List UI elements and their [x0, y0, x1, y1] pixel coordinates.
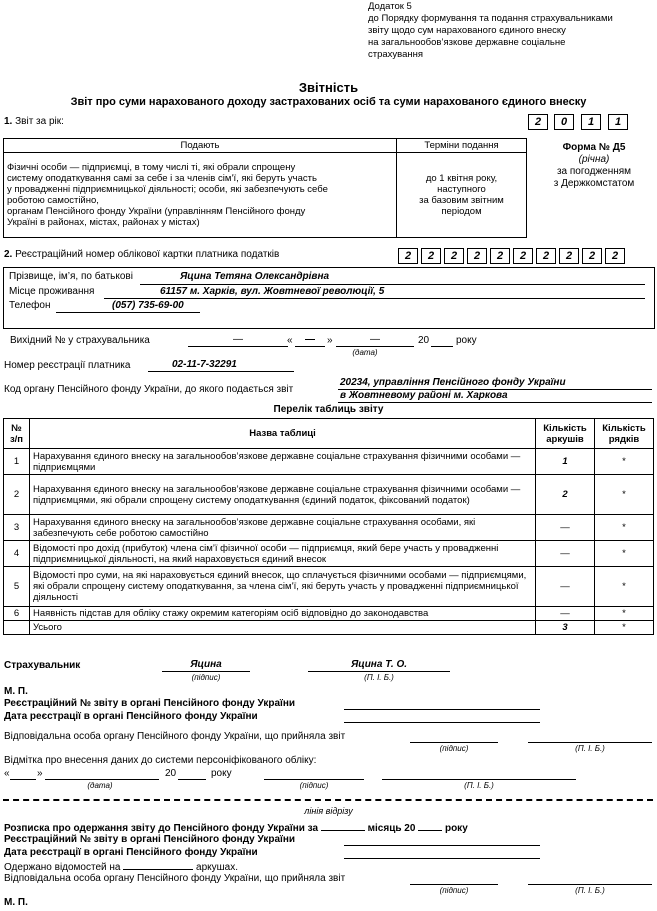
receipt-reg-num-line [344, 845, 540, 846]
outgoing-label: Вихідний № у страхувальника [10, 335, 150, 346]
insurer-signature: Яцина [190, 659, 222, 670]
mark-sign-line [264, 779, 364, 780]
insurer-name-caption: (П. І. Б.) [364, 673, 394, 682]
person-address: 61157 м. Харків, вул. Жовтневої революції, 5 [160, 286, 385, 297]
phone-line [56, 312, 200, 313]
official-sign-caption: (підпис) [439, 744, 469, 753]
cut-line [3, 799, 653, 801]
header-num: № з/п [4, 419, 30, 449]
tax-id-digit: 2 [490, 248, 510, 264]
insurer-signature-line [162, 671, 250, 672]
insurer-name-line [308, 671, 450, 672]
mark-sign-caption: (підпис) [299, 781, 329, 790]
official-sign-line [410, 742, 498, 743]
outgoing-number-line [188, 346, 288, 347]
page-title: Звітність [298, 80, 359, 95]
registration-value: 02-11-7-32291 [172, 359, 237, 370]
table-row: 5 Відомості про суми, на які нараховується єдиний внесок, що сплачується фізичними особами — підприємцями, які обрали спрощену систему оподаткування, за члена сім’ї, які беруть участь у провадженні підприємницької діяльності — * [4, 567, 654, 607]
official-label: Відповідальна особа органу Пенсійного фонду України, що прийняла звіт [4, 731, 346, 742]
reg-date-line [344, 722, 540, 723]
year-digit: 1 [608, 114, 628, 130]
addendum [368, 1, 613, 61]
outgoing-year-prefix: 20 [418, 335, 430, 346]
table-row: 3 Нарахування єдиного внеску на загальнообов’язкове державне соціальне страхування особами, які забезпечують себе роботою самостійно — * [4, 515, 654, 541]
insurer-label: Страхувальник [4, 660, 81, 671]
tax-id-digit: 2 [421, 248, 441, 264]
header-name: Назва таблиці [30, 419, 536, 449]
header-sheets: Кількість аркушів [536, 419, 595, 449]
tables-list-title: Перелік таблиць звіту [273, 404, 384, 415]
mark-year-suffix: року [211, 768, 232, 779]
receipt-sheets-line [123, 860, 193, 870]
addendum-line: на загальнообов’язкове державне соціальне [368, 37, 566, 48]
address-line [104, 298, 645, 299]
mark-name-line [382, 779, 576, 780]
table-row: 6 Наявність підстав для обліку стажу окремим категоріям осіб відповідно до законодавства — * [4, 607, 654, 621]
receipt-reg-date-label: Дата реєстрації в органі Пенсійного фонду України [4, 847, 258, 858]
year-digit: 0 [554, 114, 574, 130]
phone-label: Телефон [9, 300, 51, 311]
addendum-line: до Порядку формування та подання страхувальниками [368, 13, 613, 24]
tax-id-digit: 2 [467, 248, 487, 264]
submit-col-header: Терміни подання [397, 139, 527, 153]
table-row: 2 Нарахування єдиного внеску на загальнообов’язкове державне соціальне страхування фізичними особами — підприємцями, які обрали спрощену систему оподаткування (єдиний податок, фіксований податок) 2 * [4, 475, 654, 515]
section2-label: 2. Реєстраційний номер облікової картки платника податків [4, 249, 280, 260]
official-name-caption: (П. І. Б.) [575, 744, 605, 753]
year-digit: 1 [581, 114, 601, 130]
mark-open-quote: « [4, 768, 10, 779]
date-open-quote: « [287, 335, 293, 346]
submit-term: до 1 квітня року, наступного за базовим звітним періодом [397, 153, 527, 238]
receipt-received: Одержано відомостей на аркушах. [4, 862, 239, 873]
outgoing-number: — [233, 334, 243, 345]
receipt-title: Розписка про одержання звіту до Пенсійного фонду України за місяць 20 року [4, 823, 468, 834]
mark-year-prefix: 20 [165, 768, 177, 779]
outgoing-month-line [336, 346, 414, 347]
receipt-month-line [321, 821, 365, 831]
outgoing-year-suffix: року [456, 335, 477, 346]
registration-label: Номер реєстрації платника [4, 360, 131, 371]
reg-num-label: Реєстраційний № звіту в органі Пенсійного фонду України [4, 698, 296, 709]
pension-fund-line1: 20234, управління Пенсійного фонду України [340, 377, 566, 388]
insurer-name: Яцина Т. О. [350, 659, 408, 670]
name-line [140, 284, 645, 285]
receipt-year-line [418, 821, 442, 831]
registration-line [148, 371, 294, 372]
person-name: Яцина Тетяна Олександрівна [180, 271, 330, 282]
form-title: Форма № Д5 [562, 142, 626, 153]
year-boxes [528, 114, 638, 130]
form-block: Форма № Д5 (річна) за погодженням з Держкомстатом [535, 142, 653, 190]
outgoing-day-line [295, 346, 325, 347]
form-period: (річна) [578, 154, 610, 165]
addendum-line: звіту щодо сум нарахованого єдиного внеску [368, 25, 566, 36]
address-label: Місце проживання [9, 286, 95, 297]
outgoing-month: — [370, 334, 380, 345]
receipt-official-label: Відповідальна особа органу Пенсійного фонду України, що прийняла звіт [4, 873, 346, 884]
receipt-sign-caption: (підпис) [439, 886, 469, 895]
tax-id-digit: 2 [398, 248, 418, 264]
mark-date-caption: (дата) [87, 781, 113, 790]
mark-month-line [45, 779, 159, 780]
receipt-reg-date-line [344, 858, 540, 859]
outgoing-day: — [305, 334, 315, 345]
table-row: 1 Нарахування єдиного внеску на загальнообов’язкове державне соціальне страхування фізичними особами — підприємцями 1 * [4, 449, 654, 475]
date-close-quote: » [327, 335, 333, 346]
official-name-line [528, 742, 652, 743]
year-digit: 2 [528, 114, 548, 130]
mark-label: Відмітка про внесення даних до системи персоніфікованого обліку: [4, 755, 317, 766]
table-row: 4 Відомості про дохід (прибуток) члена сім’ї фізичної особи — підприємця, який бере участь у провадженні підприємницької діяльності, на який нараховується єдиний внесок — * [4, 541, 654, 567]
stamp-place-2: М. П. [4, 897, 28, 908]
section1-label: 1. Звіт за рік: [4, 116, 64, 127]
stamp-place: М. П. [4, 686, 28, 697]
reg-num-line [344, 709, 540, 710]
person-phone: (057) 735-69-00 [112, 300, 184, 311]
receipt-name-line [528, 884, 652, 885]
outgoing-year-line [431, 346, 453, 347]
tax-id-digit: 2 [444, 248, 464, 264]
receipt-name-caption: (П. І. Б.) [575, 886, 605, 895]
cut-line-label: лінія відрізу [304, 806, 353, 816]
mark-name-caption: (П. І. Б.) [464, 781, 494, 790]
pension-fund-line2: в Жовтневому районі м. Харкова [340, 390, 508, 401]
mark-day-line [10, 779, 36, 780]
header-rows: Кількість рядків [595, 419, 654, 449]
mark-close-quote: » [37, 768, 43, 779]
tax-id-digit: 2 [513, 248, 533, 264]
pension-fund-line2-rule [338, 402, 652, 403]
reg-date-label: Дата реєстрації в органі Пенсійного фонду України [4, 711, 258, 722]
receipt-reg-num-label: Реєстраційний № звіту в органі Пенсійного фонду України [4, 834, 296, 845]
addendum-line: страхування [368, 49, 424, 60]
tax-id-digit: 2 [536, 248, 556, 264]
name-label: Прізвище, ім’я, по батькові [9, 271, 133, 282]
tax-id-digit: 2 [559, 248, 579, 264]
submit-col-header: Подають [4, 139, 397, 153]
tax-id-boxes [398, 248, 628, 264]
submit-table [3, 138, 527, 238]
tax-id-digit: 2 [605, 248, 625, 264]
mark-year-line [178, 779, 206, 780]
table-total-row: Усього 3 * [4, 621, 654, 635]
receipt-sign-line [410, 884, 498, 885]
addendum-title: Додаток 5 [368, 1, 412, 12]
tables-list [3, 418, 654, 635]
outgoing-date-caption: (дата) [352, 348, 378, 357]
page-subtitle: Звіт про суми нарахованого доходу застрахованих осіб та суми нарахованого єдиного внеску [70, 96, 587, 108]
pension-fund-label: Код органу Пенсійного фонду України, до якого подається звіт [4, 384, 294, 395]
submit-who: Фізичні особи — підприємці, в тому числі ті, які обрали спрощену систему оподаткування самі за себе і за членів сім’ї, які беруть участь у провадженні підприємницької діяльності; особи, які забезпечують себе роботою самостійно, органам Пенсійного фонду України (управлінням Пенсійного фонду Україні в районах, містах, районах у містах) [4, 153, 397, 238]
insurer-signature-caption: (підпис) [191, 673, 221, 682]
tax-id-digit: 2 [582, 248, 602, 264]
